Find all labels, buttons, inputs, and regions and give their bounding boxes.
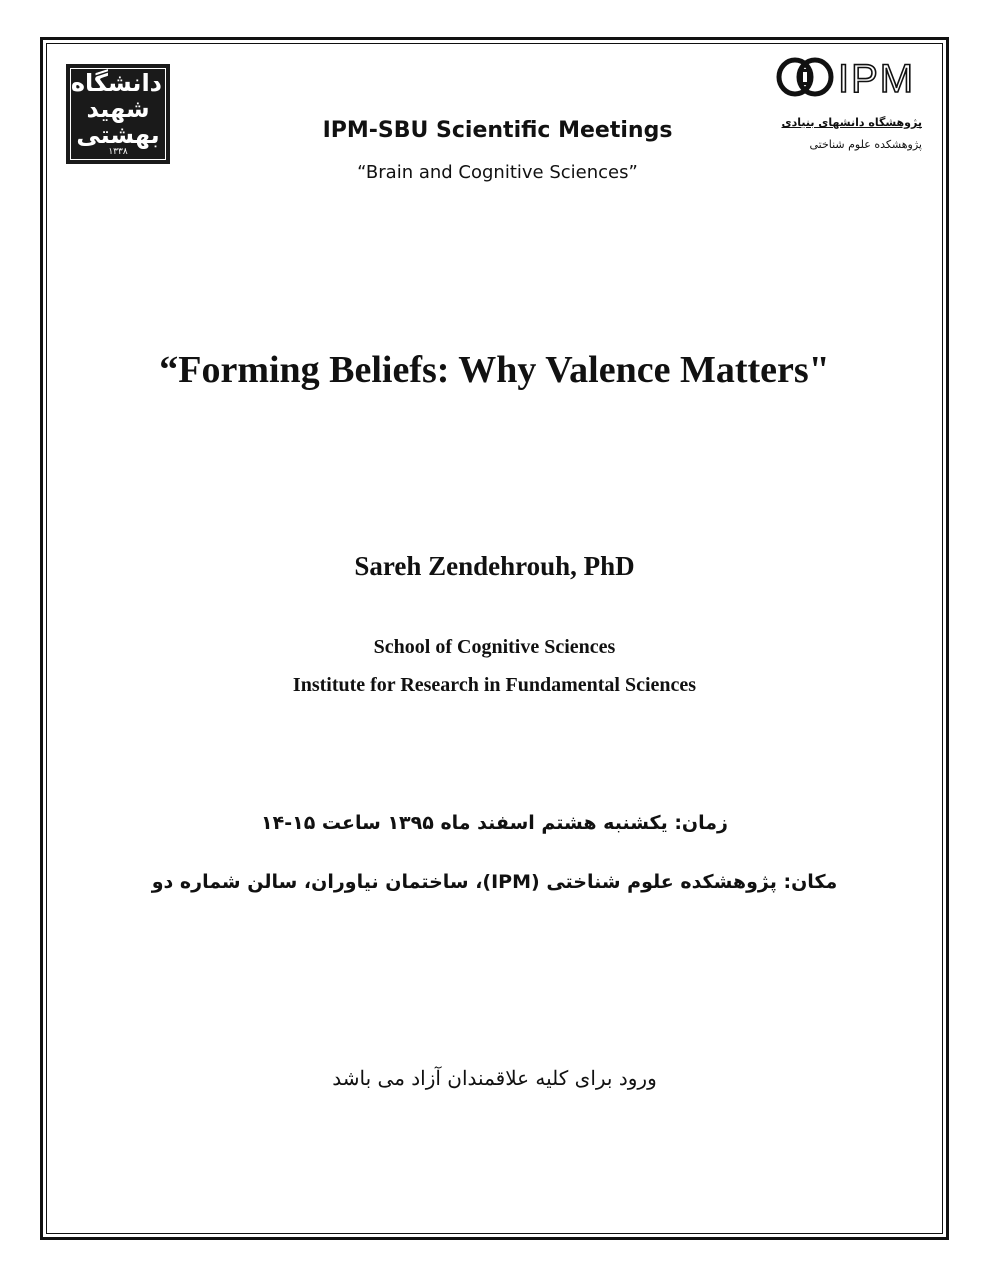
ipm-institute-name: پژوهشگاه دانشهای بنیادی bbox=[781, 116, 922, 129]
speaker-name: Sareh Zendehrouh, PhD bbox=[354, 551, 635, 581]
ipm-logo bbox=[776, 56, 926, 98]
speaker-affiliation-school: School of Cognitive Sciences bbox=[373, 636, 616, 658]
sbu-logo-calligraphy: دانشگاه شهید بهشتی bbox=[70, 69, 162, 149]
event-place: مکان: پژوهشکده علوم شناختی (IPM)، ساختمان نیاوران، سالن شماره دو bbox=[151, 871, 838, 893]
sbu-logo bbox=[66, 64, 170, 164]
ipm-logo-text: IPM bbox=[838, 57, 916, 98]
sbu-logo-year: ۱۳۳۸ bbox=[108, 147, 128, 157]
talk-title: “Forming Beliefs: Why Valence Matters" bbox=[159, 349, 830, 391]
entry-notice: ورود برای کلیه علاقمندان آزاد می باشد bbox=[332, 1066, 657, 1090]
ipm-school-name: پژوهشکده علوم شناختی bbox=[809, 138, 922, 151]
ipm-emblem-icon bbox=[779, 60, 831, 94]
header-subtitle: “Brain and Cognitive Sciences” bbox=[357, 162, 638, 183]
speaker-affiliation-institute: Institute for Research in Fundamental Sciences bbox=[292, 674, 697, 696]
header-title: IPM-SBU Scientific Meetings bbox=[322, 118, 673, 143]
event-time: زمان: یکشنبه هشتم اسفند ماه ۱۳۹۵ ساعت ۱۵-۱۴ bbox=[261, 812, 728, 834]
